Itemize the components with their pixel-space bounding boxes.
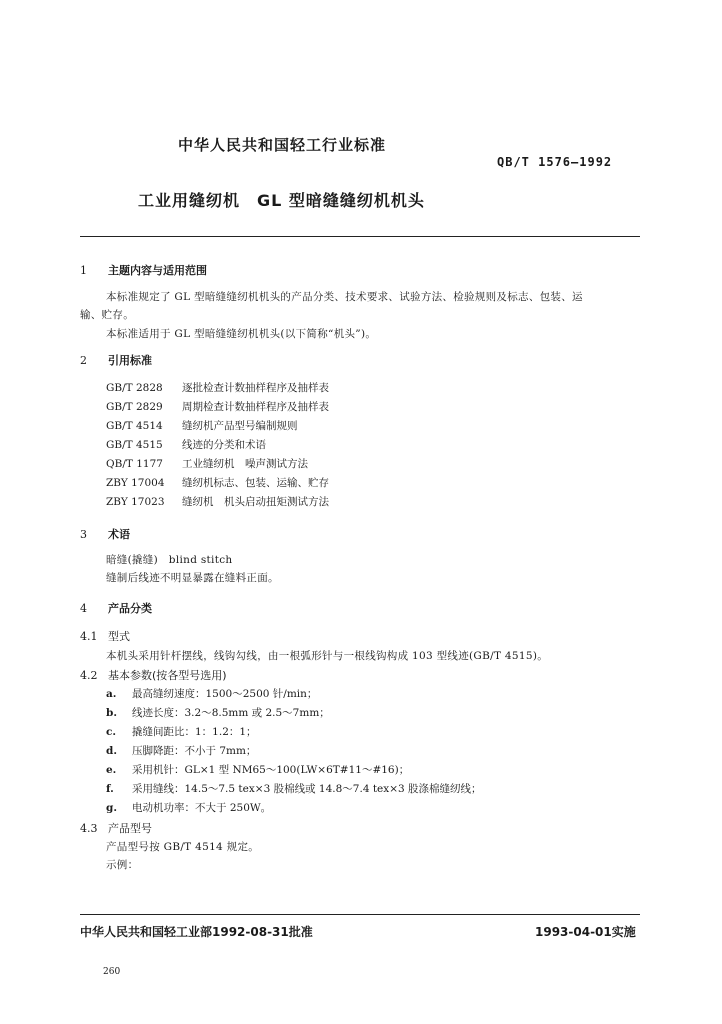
reference-item [106, 437, 266, 452]
reference-item [106, 475, 329, 490]
subsection-number: 4.2 [80, 669, 98, 682]
list-item [106, 781, 482, 796]
reference-name: 缝纫机 机头启动扭矩测试方法 [182, 496, 329, 508]
reference-name: 缝纫机产品型号编制规则 [182, 420, 298, 432]
paragraph: 本标准适用于 GL 型暗缝缝纫机机头(以下简称“机头”)。 [106, 328, 377, 340]
list-item [106, 762, 409, 777]
reference-name: 逐批检查计数抽样程序及抽样表 [182, 382, 329, 394]
reference-item [106, 418, 298, 433]
section-number: 4 [80, 602, 87, 615]
list-marker: d. [106, 745, 117, 757]
list-text: 电动机功率：不大于 250W。 [132, 802, 272, 814]
example-label: 示例： [106, 859, 139, 871]
reference-code: ZBY 17004 [106, 477, 165, 489]
reference-item [106, 494, 329, 509]
paragraph: 输、贮存。 [80, 309, 134, 321]
header-divider [80, 236, 640, 237]
document-title: 工业用缝纫机 GL 型暗缝缝纫机机头 [138, 191, 425, 210]
list-marker: f. [106, 783, 114, 795]
section-title: 术语 [108, 528, 130, 541]
reference-name: 缝纫机标志、包装、运输、贮存 [182, 477, 329, 489]
reference-name: 线迹的分类和术语 [182, 439, 266, 451]
list-item [106, 724, 257, 739]
list-marker: b. [106, 707, 117, 719]
section-1-heading [80, 262, 207, 278]
paragraph: 本机头采用针杆摆线，线钩勾线，由一根弧形针与一根线钩构成 103 型线迹(GB/T 4515)。 [106, 650, 549, 662]
reference-code: GB/T 4514 [106, 420, 163, 432]
section-title: 产品分类 [108, 602, 152, 615]
reference-name: 周期检查计数抽样程序及抽样表 [182, 401, 329, 413]
reference-code: ZBY 17023 [106, 496, 165, 508]
subsection-title: 基本参数(按各型号选用) [108, 669, 227, 682]
section-number: 2 [80, 354, 87, 367]
reference-item [106, 456, 308, 471]
list-marker: a. [106, 688, 117, 700]
reference-code: QB/T 1177 [106, 458, 163, 470]
list-text: 撬缝间距比：1：1.2：1； [132, 726, 257, 738]
list-text: 采用缝线：14.5～7.5 tex×3 股棉线或 14.8～7.4 tex×3 股涤棉缝纫线； [132, 783, 482, 795]
issuer-title: 中华人民共和国轻工行业标准 [178, 136, 387, 154]
approval-note: 中华人民共和国轻工业部1992-08-31批准 [80, 925, 313, 939]
list-item [106, 800, 271, 815]
subsection-4-2-heading [80, 667, 227, 683]
section-number: 3 [80, 528, 87, 541]
paragraph: 本标准规定了 GL 型暗缝缝纫机机头的产品分类、技术要求、试验方法、检验规则及标志、包装、运 [106, 291, 583, 303]
term: 暗缝(撬缝) blind stitch [106, 554, 233, 566]
subsection-4-3-heading [80, 820, 152, 836]
list-text: 最高缝纫速度：1500～2500 针/min； [132, 688, 318, 700]
reference-code: GB/T 2828 [106, 382, 163, 394]
list-item [106, 686, 317, 701]
reference-code: GB/T 4515 [106, 439, 163, 451]
standard-code: QB/T 1576—1992 [497, 155, 613, 169]
list-text: 线迹长度：3.2～8.5mm 或 2.5～7mm； [132, 707, 330, 719]
list-item [106, 743, 256, 758]
section-title: 主题内容与适用范围 [108, 264, 207, 277]
subsection-number: 4.1 [80, 630, 98, 643]
footer-divider [80, 914, 640, 915]
subsection-4-1-heading [80, 628, 130, 644]
subsection-number: 4.3 [80, 822, 98, 835]
term-definition: 缝制后线迹不明显暴露在缝料正面。 [106, 572, 279, 584]
list-item [106, 705, 330, 720]
subsection-title: 产品型号 [108, 822, 152, 835]
implementation-date: 1993-04-01实施 [535, 925, 636, 939]
list-text: 采用机针：GL×1 型 NM65～100(LW×6T#11～#16)； [132, 764, 410, 776]
list-text: 压脚降距：不小于 7mm； [132, 745, 257, 757]
reference-item [106, 399, 329, 414]
section-3-heading [80, 526, 130, 542]
section-4-heading [80, 600, 152, 616]
paragraph: 产品型号按 GB/T 4514 规定。 [106, 841, 260, 853]
reference-code: GB/T 2829 [106, 401, 163, 413]
section-2-heading [80, 352, 152, 368]
list-marker: e. [106, 764, 117, 776]
reference-item [106, 380, 329, 395]
reference-name: 工业缝纫机 噪声测试方法 [182, 458, 308, 470]
page-number: 260 [103, 967, 121, 977]
section-number: 1 [80, 264, 87, 277]
list-marker: c. [106, 726, 117, 738]
subsection-title: 型式 [108, 630, 130, 643]
section-title: 引用标准 [108, 354, 152, 367]
list-marker: g. [106, 802, 117, 814]
